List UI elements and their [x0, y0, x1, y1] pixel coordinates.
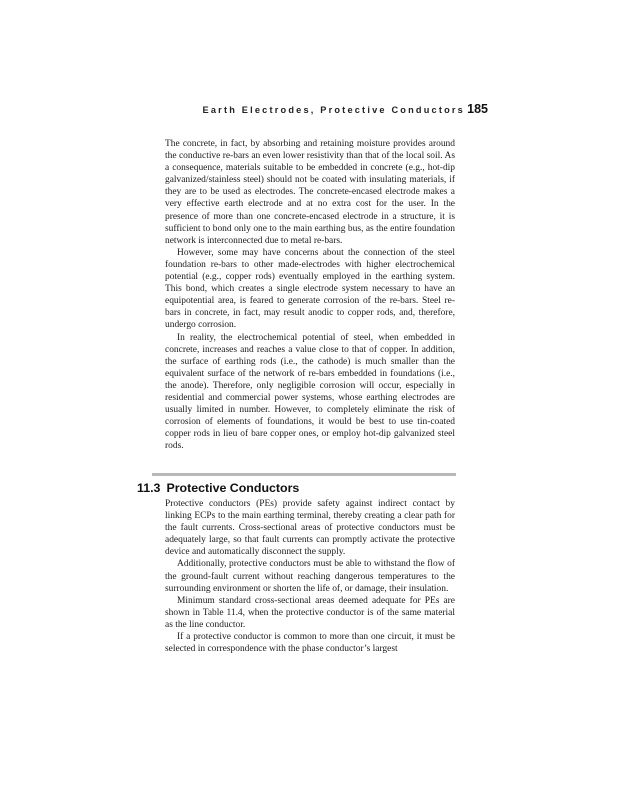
section-title: Protective Conductors — [166, 481, 300, 495]
paragraph: In reality, the electrochemical potential of steel, when embedded in concrete, increases and reaches a value close to that of copper. In addition, the surface of earthing rods (i.e., the cathode) is much smaller than the equivalent surface of the network of re-bars embedded in foundations (i.e., the anode). Therefore, only negligible corrosion will occur, especially in residential and commercial power systems, whose earthing electrodes are usually limited in number. However, to completely eliminate the risk of corrosion of elements of foundations, it would be best to use tin-coated copper rods in lieu of bare copper ones, or employ hot-dip galvanized steel rods. — [165, 332, 455, 452]
page-number: 185 — [467, 102, 488, 116]
paragraph: The concrete, in fact, by absorbing and retaining moisture provides around the conductive re-bars an even lower resistivity than that of the local soil. As a consequence, materials suitable to be embedded in concrete (e.g., hot-dip galvanized/stainless steel) should not be coated with insulating materials, if they are to be used as electrodes. The concrete-encased electrode makes a very effective earth electrode and at no extra cost for the user. In the presence of more than one concrete-encased electrode in a structure, it is sufficient to bond only one to the main earthing bus, as the entire foundation network is interconnected due to metal re-bars. — [165, 139, 455, 246]
paragraph: If a protective conductor is common to more than one circuit, it must be selected in correspondence with the phase conductor’s largest — [165, 632, 455, 655]
section-divider — [152, 473, 456, 476]
paragraph: However, some may have concerns about the connection of the steel foundation re-bars to other made-electrodes with higher electrochemical potential (e.g., copper rods) eventually employed in the earthing system. This bond, which creates a single electrode system necessary to have an equipotential area, is feared to generate corrosion of the re-bars. Steel re-bars in concrete, in fact, may result anodic to copper rods, and, therefore, undergo corrosion. — [165, 247, 455, 331]
section-heading — [137, 481, 299, 495]
paragraph: Minimum standard cross-sectional areas deemed adequate for PEs are shown in Table 11.4, when the protective conductor is of the same material as the line conductor. — [165, 595, 455, 630]
running-header — [0, 104, 617, 120]
paragraph: Additionally, protective conductors must be able to withstand the flow of the ground-fault current without reaching dangerous temperatures to the surrounding environment or shorten the life of, or damage, their insulation. — [165, 559, 455, 594]
body-text-top — [165, 138, 455, 452]
section-number: 11.3 — [137, 481, 161, 495]
paragraph: Protective conductors (PEs) provide safety against indirect contact by linking ECPs to the main earthing terminal, thereby creating a clear path for the fault currents. Cross-sectional areas of protective conductors must be adequately large, so that fault currents can promptly activate the protective device and automatically disconnect the supply. — [165, 499, 455, 558]
running-title: Earth Electrodes, Protective Conductors — [202, 105, 465, 115]
body-text-section — [165, 498, 455, 655]
